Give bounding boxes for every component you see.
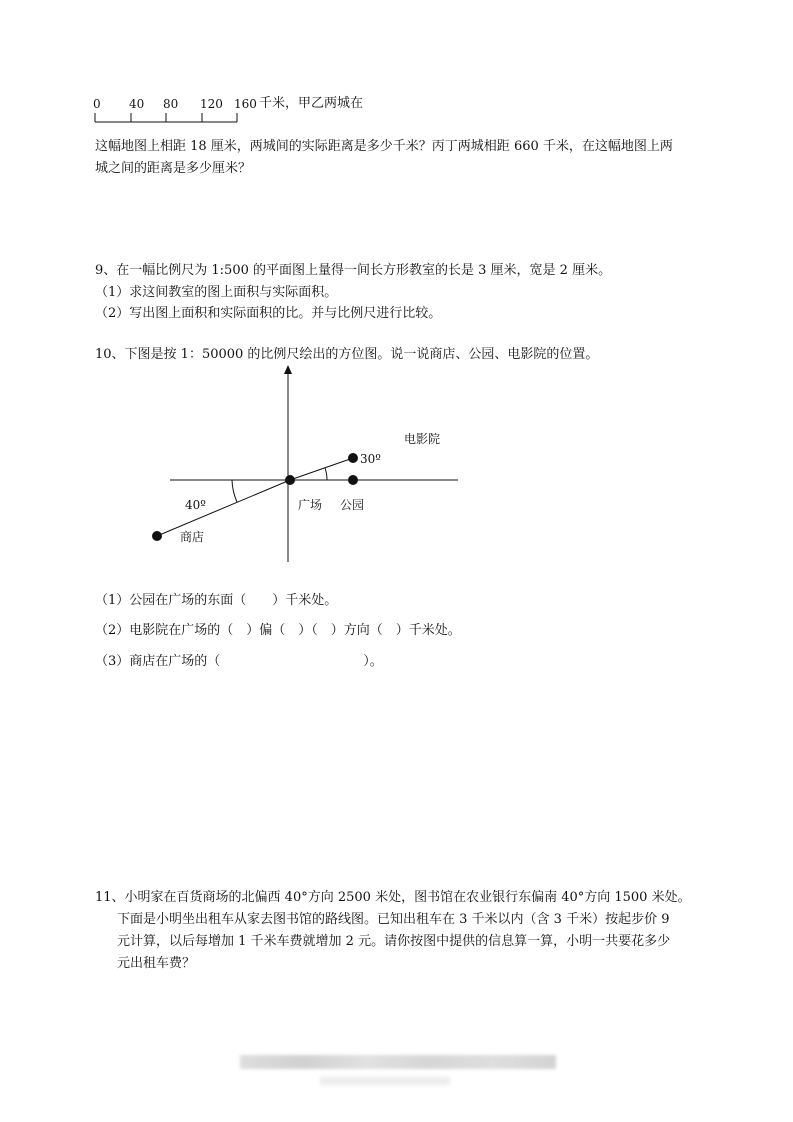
- q9-title: 9、在一幅比例尺为 1:500 的平面图上量得一间长方形教室的长是 3 厘米，宽是 2 厘米。: [95, 263, 612, 278]
- q9-sub-1: （1）求这间教室的图上面积与实际面积。: [95, 285, 338, 300]
- q10-title: 10、下图是按 1：50000 的比例尺绘出的方位图。说一说商店、公园、电影院的位置。: [95, 347, 599, 362]
- square-point: [285, 475, 295, 485]
- q8-line-2: 城之间的距离是多少厘米？: [95, 161, 252, 176]
- q11-line-3: 元计算，以后每增加 1 千米车费就增加 2 元。请你按图中提供的信息算一算，小明一共要花多少: [117, 934, 671, 949]
- blurred-footer-sub: [320, 1077, 450, 1085]
- q10-sub-1: （1）公园在广场的东面（ ）千米处。: [95, 593, 338, 608]
- scale-tick-label: 120: [200, 97, 223, 111]
- cinema-point: [348, 453, 358, 463]
- scale-bar-line: [95, 113, 237, 122]
- diagram-points: [152, 453, 358, 541]
- park-point: [348, 475, 358, 485]
- q10-sub-2: （2）电影院在广场的（ ）偏（ ）（ ）方向（ ）千米处。: [95, 623, 461, 638]
- blurred-footer: [240, 1055, 556, 1069]
- shop-label: 商店: [180, 530, 205, 544]
- q10-sub-3: （3）商店在广场的（ ）。: [95, 654, 383, 669]
- shop-point: [152, 531, 162, 541]
- angle-40-label: 40º: [185, 498, 206, 512]
- cinema-label: 电影院: [404, 432, 441, 446]
- square-label: 广场: [298, 498, 323, 512]
- scale-tick-label: 40: [129, 97, 145, 111]
- q11-line-2: 下面是小明坐出租车从家去图书馆的路线图。已知出租车在 3 千米以内（含 3 千米）按起步价 9: [117, 912, 670, 927]
- q11-line-4: 元出租车费？: [117, 956, 196, 971]
- scale-suffix: 千米，甲乙两城在: [259, 96, 364, 111]
- scale-tick-label: 160: [234, 97, 257, 111]
- scale-tick-label: 80: [163, 97, 179, 111]
- scale-tick-label: 0: [93, 97, 101, 111]
- angle-30-label: 30º: [360, 452, 381, 466]
- q11-line-1: 11、小明家在百货商场的北偏西 40°方向 2500 米处，图书馆在农业银行东偏南 40°方向 1500 米处。: [95, 890, 691, 905]
- park-label: 公园: [340, 498, 365, 512]
- q8-line-1: 这幅地图上相距 18 厘米，两城间的实际距离是多少千米？丙丁两城相距 660 千米，在这幅地图上两: [95, 139, 673, 154]
- q9-sub-2: （2）写出图上面积和实际面积的比。并与比例尺进行比较。: [95, 306, 442, 321]
